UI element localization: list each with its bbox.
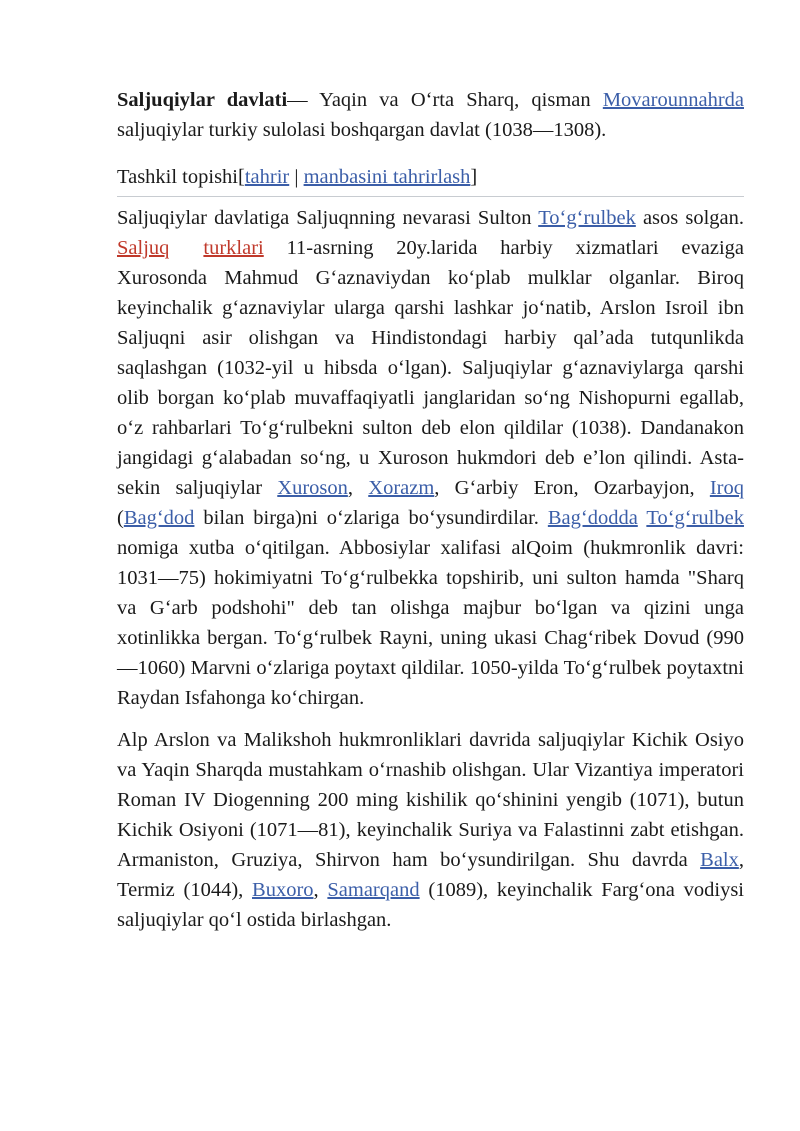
bracket-close: ] bbox=[470, 166, 478, 188]
p1-text-5: , Gʻarbiy Eron, Ozarbayjon, bbox=[434, 477, 710, 499]
article-title: Saljuqiylar davlati bbox=[117, 89, 288, 111]
redlink-word-2: turklari bbox=[203, 237, 264, 259]
lead-text-after: saljuqiylar turkiy sulolasi boshqargan davlat (1038—1308). bbox=[117, 119, 607, 141]
p1-text-2: asos solgan. bbox=[635, 207, 744, 229]
edit-link-separator: | bbox=[289, 166, 304, 188]
link-xorazm[interactable]: Xorazm bbox=[368, 477, 435, 499]
redlink-word-1: Saljuq bbox=[117, 237, 170, 259]
p1-text-3: 11-asrning 20y.larida harbiy xizmatlari evaziga Xurosonda Mahmud Gʻaznaviydan koʻplab mulklar olganlar. Biroq keyinchalik gʻaznaviylar ularga qarshi lashkar joʻnatib, Arslon Isroil ibn Saljuqni asir olishgan va Hindistondagi harbiy qalʼada tutqunlikda saqlashgan (1032-yil u hibsda oʻlgan). Saljuqiylar gʻaznaviylarga qarshi olib borgan koʻplab muvaffaqiyatli janglaridan soʻng Nishopurni egallab, oʻz rahbarlari Toʻgʻrulbekni sulton deb elon qildilar (1038). Dandanakon jangidagi gʻalabadan soʻng, u Xuroson hukmdori deb eʼlon qilindi. Asta-sekin saljuqiylar bbox=[117, 237, 744, 499]
redlink-saljuq-turklari[interactable] bbox=[117, 237, 264, 259]
link-samarqand[interactable]: Samarqand bbox=[327, 879, 420, 901]
lead-paragraph bbox=[117, 85, 744, 145]
section-heading-tashkil-topishi bbox=[117, 162, 744, 197]
p2-text-1: Alp Arslon va Malikshoh hukmronliklari davrida saljuqiylar Kichik Osiyo va Yaqin Sharqda mustahkam oʻrnashib olishgan. Ular Vizantiya imperatori Roman IV Diogenning 200 ming kishilik qoʻshinini yengib (1071), butun Kichik Osiyoni (1071—81), keyinchalik Suriya va Falastinni zabt etishgan. Armaniston, Gruziya, Shirvon ham boʻysundirilgan. Shu davrda bbox=[117, 729, 744, 871]
p2-text-2: , Termiz (1044), bbox=[117, 849, 744, 901]
body-paragraph-2 bbox=[117, 725, 744, 935]
link-bagdod[interactable]: Bagʻdod bbox=[123, 507, 195, 529]
bracket-open: [ bbox=[238, 166, 245, 188]
link-buxoro[interactable]: Buxoro bbox=[252, 879, 314, 901]
edit-link[interactable]: tahrir bbox=[244, 166, 290, 188]
link-togrulbek-2[interactable]: Toʻgʻrulbek bbox=[646, 507, 744, 529]
p2-text-3: , bbox=[313, 879, 328, 901]
section-heading-label: Tashkil topishi bbox=[117, 166, 238, 188]
p1-text-1: Saljuqiylar davlatiga Saljuqnning nevarasi Sulton bbox=[117, 207, 539, 229]
link-balx[interactable]: Balx bbox=[700, 849, 739, 871]
edit-section-group bbox=[238, 166, 477, 188]
lead-text-before: Yaqin va Oʻrta Sharq, qisman bbox=[307, 89, 603, 111]
link-movarounnahrda[interactable]: Movarounnahrda bbox=[602, 89, 744, 111]
lead-dash: — bbox=[287, 89, 308, 111]
link-iroq[interactable]: Iroq bbox=[709, 477, 744, 499]
p2-text-4: (1089), keyinchalik Fargʻona vodiysi saljuqiylar qoʻl ostida birlashgan. bbox=[117, 879, 744, 931]
body-paragraph-1 bbox=[117, 203, 744, 713]
article-content bbox=[117, 85, 744, 935]
p1-text-9: nomiga xutba oʻqitilgan. Abbosiylar xalifasi alQoim (hukmronlik davri: 1031—75) hokimiyatni Toʻgʻrulbekka topshirib, uni sulton hamda "Sharq va Gʻarb podshohi" deb tan olishga majbur boʻlgan va qizini unga xotinlikka bergan. Toʻgʻrulbek Rayni, uning ukasi Chagʻribek Dovud (990—1060) Marvni oʻzlariga poytaxt qildilar. 1050-yilda Toʻgʻrulbek poytaxtni Raydan Isfahonga koʻchirgan. bbox=[117, 537, 744, 709]
p1-text-7: bilan birga)ni oʻzlariga boʻysundirdilar. bbox=[194, 507, 548, 529]
link-xuroson[interactable]: Xuroson bbox=[277, 477, 348, 499]
p1-text-4: , bbox=[347, 477, 369, 499]
edit-source-link[interactable]: manbasini tahrirlash bbox=[303, 166, 471, 188]
link-bagdodda[interactable]: Bagʻdodda bbox=[547, 507, 638, 529]
link-togrulbek[interactable]: Toʻgʻrulbek bbox=[538, 207, 636, 229]
p1-text-6: ( bbox=[117, 507, 124, 529]
